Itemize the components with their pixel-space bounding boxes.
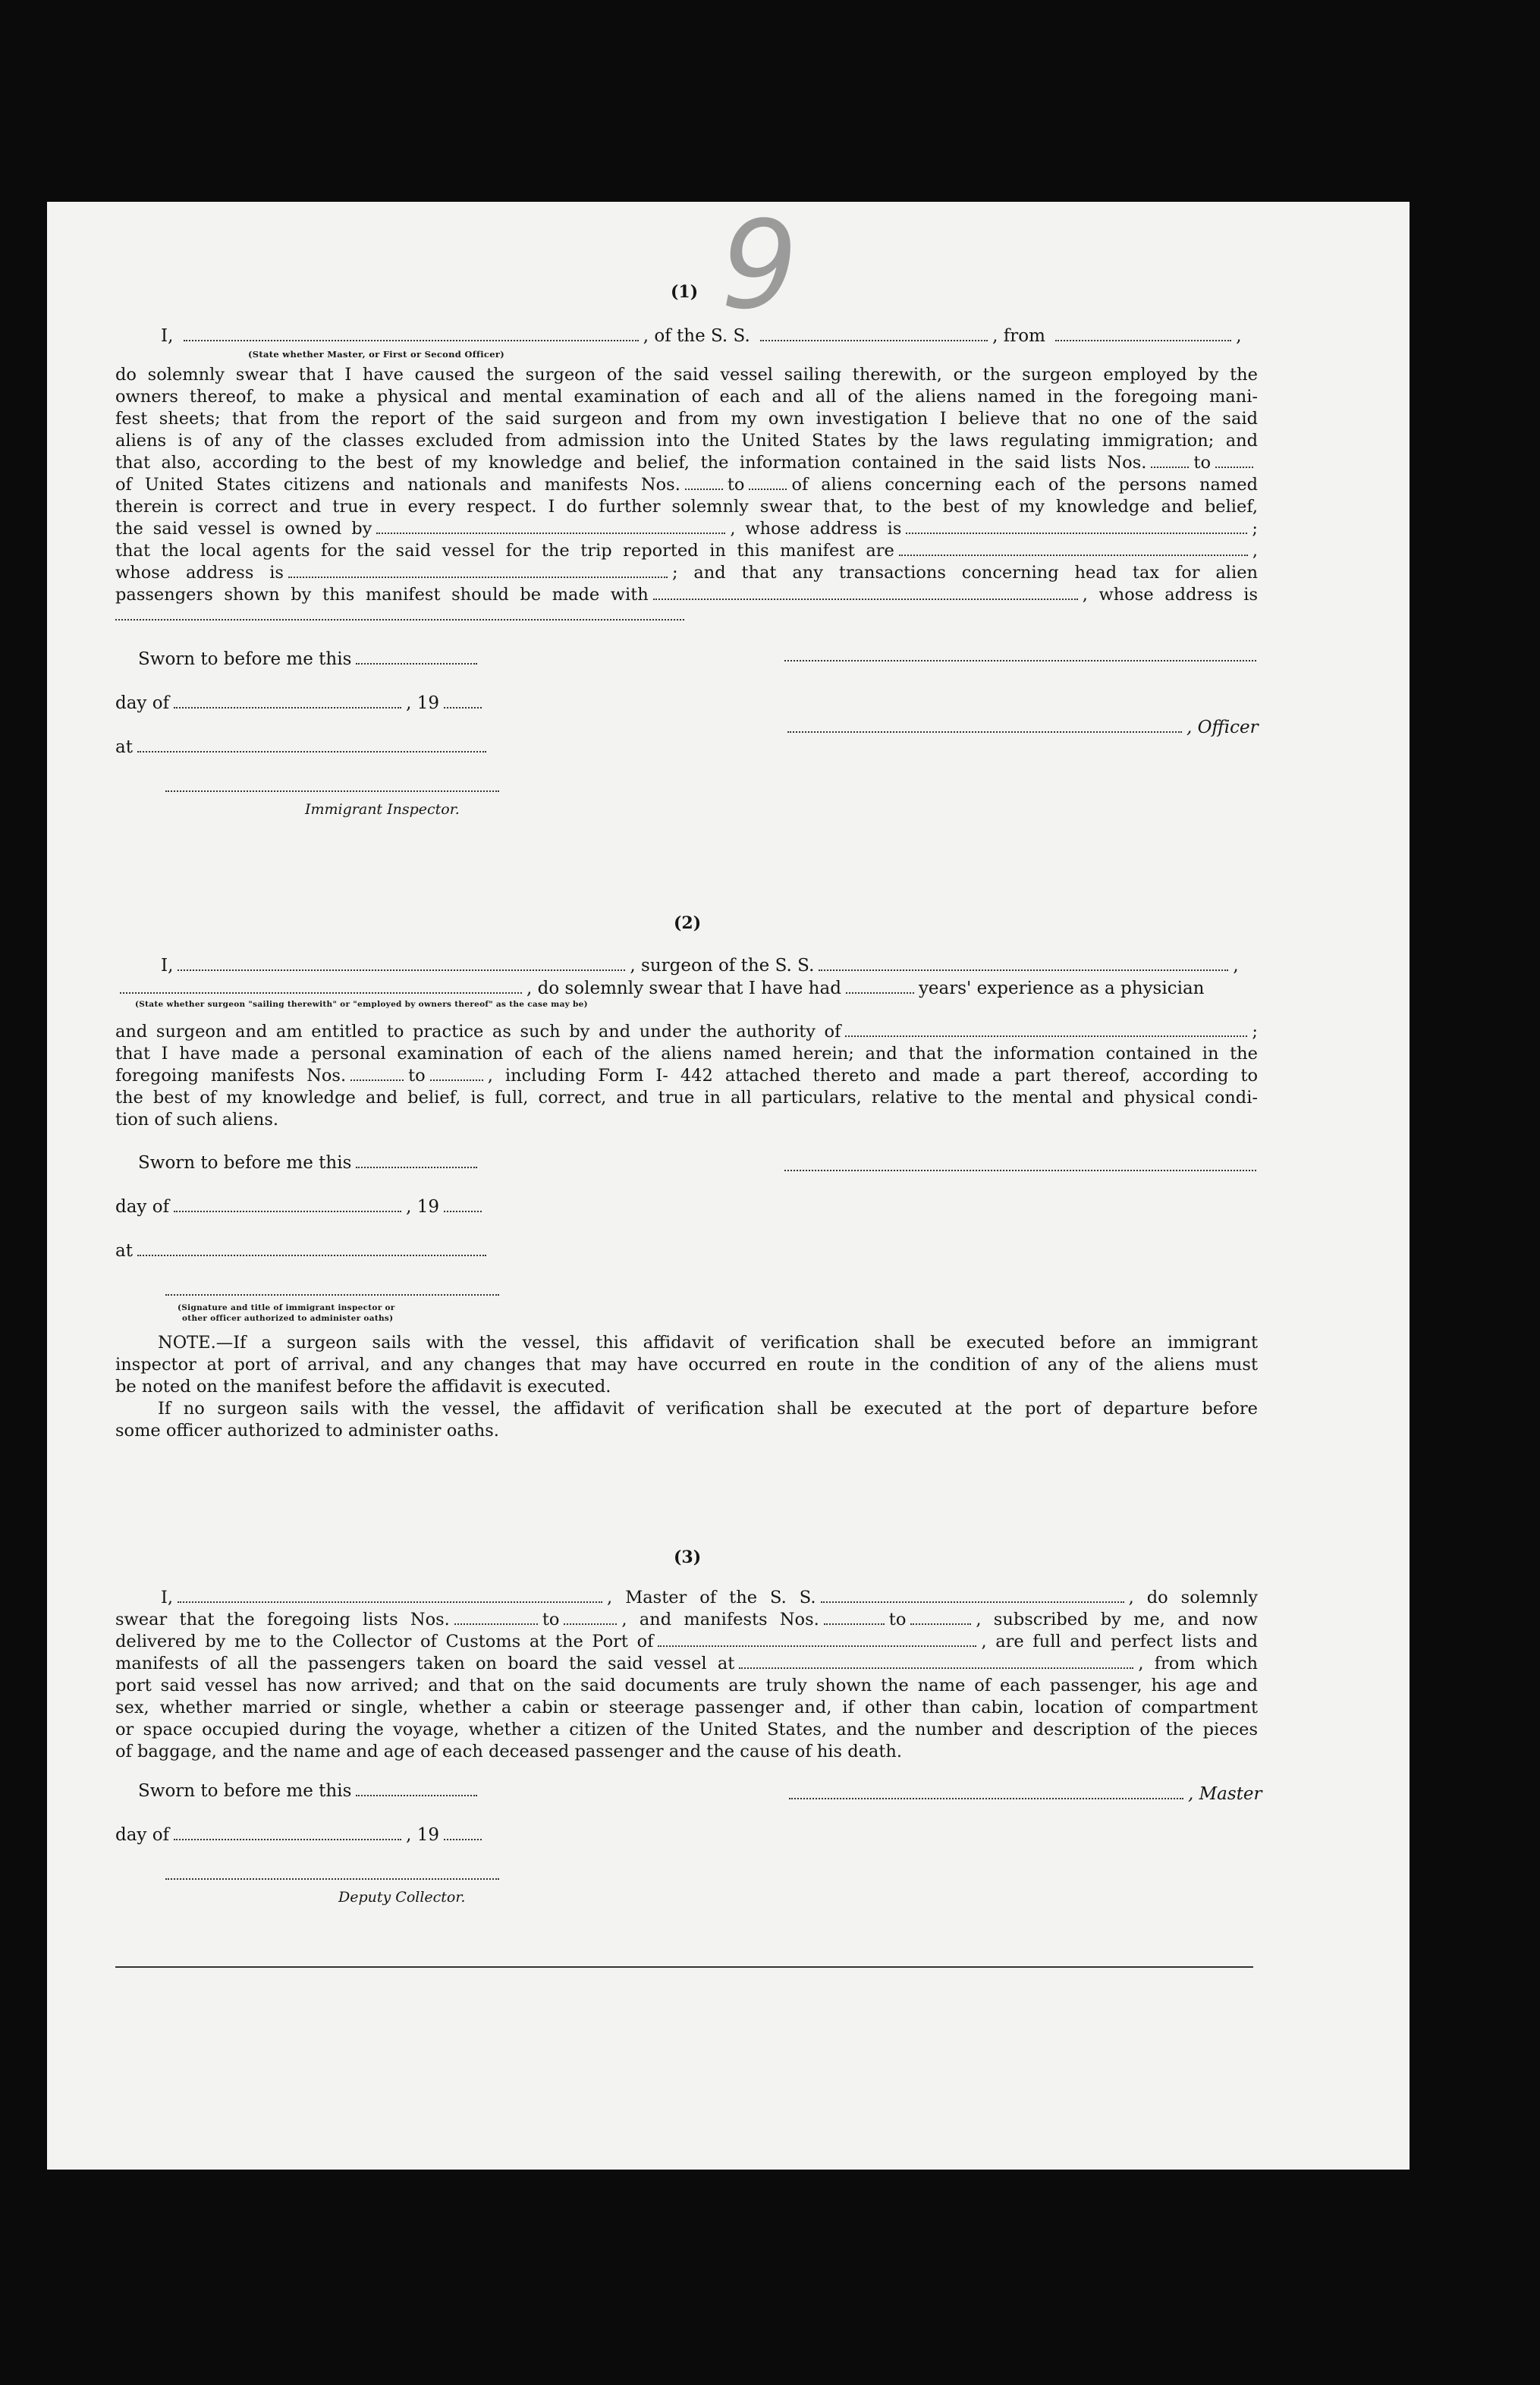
body-line: and surgeon and am entitled to practice as such by and under the authority of ; bbox=[115, 1022, 1258, 1042]
section-3-body bbox=[115, 1587, 1258, 1763]
section-2-line-2: , do solemnly swear that I have had years' experience as a physician bbox=[115, 979, 1204, 998]
vessel-name-blank-2[interactable] bbox=[819, 965, 1228, 971]
year-blank-3[interactable] bbox=[444, 1834, 482, 1840]
master-signature: , Master bbox=[784, 1784, 1262, 1804]
body-line: tion of such aliens. bbox=[115, 1110, 279, 1130]
vessel-name-blank[interactable] bbox=[760, 335, 988, 341]
signature-note-2: other officer authorized to administer oaths) bbox=[182, 1314, 394, 1323]
section-2-body bbox=[115, 1021, 1258, 1131]
lists-no-to-3[interactable] bbox=[564, 1619, 617, 1625]
manifest-no-to[interactable] bbox=[749, 484, 787, 490]
body-line: fest sheets; that from the report of the said surgeon and from my own investigation I believe that no one of the said bbox=[115, 409, 1258, 429]
section-1-line-1: I, , of the S. S. , from , bbox=[161, 326, 1242, 346]
year-blank[interactable] bbox=[444, 702, 482, 709]
day-of-label-2: day of , 19 bbox=[115, 1197, 486, 1217]
note-line: some officer authorized to administer oaths. bbox=[115, 1421, 499, 1441]
officer-rank-blank[interactable] bbox=[184, 335, 639, 341]
list-no-from[interactable] bbox=[1151, 462, 1189, 468]
manifest-no-to-2[interactable] bbox=[430, 1075, 483, 1081]
inspector-signature-line-2[interactable] bbox=[165, 1294, 499, 1296]
body-line: of United States citizens and nationals and manifests Nos. to of aliens concerning each of the persons named bbox=[115, 475, 1258, 495]
lists-no-from-3[interactable] bbox=[454, 1619, 538, 1625]
day-of-label-1: day of , 19 bbox=[115, 693, 486, 713]
vessel-name-blank-3[interactable] bbox=[821, 1597, 1124, 1603]
boarding-port-blank[interactable] bbox=[739, 1663, 1133, 1669]
day-month-blank[interactable] bbox=[174, 702, 401, 709]
section-1-rank-note: (State whether Master, or First or Second Officer) bbox=[248, 349, 504, 360]
collector-title: Deputy Collector. bbox=[338, 1889, 466, 1906]
agents-address-blank[interactable] bbox=[288, 572, 668, 578]
officer-signature-blank[interactable] bbox=[787, 727, 1182, 733]
master-signature-blank[interactable] bbox=[789, 1793, 1183, 1799]
master-name-blank[interactable] bbox=[178, 1597, 602, 1603]
body-line: that the local agents for the said vessel for the trip reported in this manifest are , bbox=[115, 541, 1258, 561]
at-place-blank[interactable] bbox=[137, 746, 486, 753]
body-line: do solemnly swear that I have caused the surgeon of the said vessel sailing therewith, or the surgeon employed by the bbox=[115, 365, 1258, 385]
body-line: delivered by me to the Collector of Customs at the Port of , are full and perfect lists and bbox=[115, 1632, 1259, 1651]
bottom-rule bbox=[115, 1966, 1253, 1968]
from-port-blank[interactable] bbox=[1055, 335, 1231, 341]
form-page bbox=[47, 194, 1410, 2170]
body-line: of baggage, and the name and age of each deceased passenger and the cause of his death. bbox=[115, 1742, 903, 1761]
sworn-label-1: Sworn to before me this bbox=[138, 649, 482, 669]
section-2-line-1: I, , surgeon of the S. S. , bbox=[161, 956, 1239, 976]
surgeon-signature-line[interactable] bbox=[784, 1170, 1256, 1171]
handwritten-mark: 9 bbox=[721, 194, 798, 336]
surgeon-name-blank[interactable] bbox=[178, 965, 625, 971]
body-line: whose address is ; and that any transactions concerning head tax for alien bbox=[115, 563, 1258, 583]
collector-signature-line[interactable] bbox=[165, 1878, 499, 1880]
owner-blank[interactable] bbox=[376, 528, 725, 534]
list-no-to[interactable] bbox=[1215, 462, 1253, 468]
body-line: port said vessel has now arrived; and that on the said documents are truly shown the name of each passenger, his age and bbox=[115, 1676, 1258, 1695]
inspector-title: Immigrant Inspector. bbox=[305, 801, 460, 818]
section-1-body bbox=[115, 364, 1258, 606]
body-line: aliens is of any of the classes excluded from admission into the United States by the laws regulating immigration; and bbox=[115, 431, 1258, 451]
agents-blank[interactable] bbox=[899, 550, 1248, 556]
day-month-blank-2[interactable] bbox=[174, 1206, 401, 1212]
sworn-day-blank-3[interactable] bbox=[356, 1790, 477, 1796]
at-label-1: at bbox=[115, 737, 491, 757]
note-line: inspector at port of arrival, and any changes that may have occurred en route in the condition of any of the aliens must bbox=[115, 1355, 1258, 1375]
note-line: NOTE.—If a surgeon sails with the vessel, this affidavit of verification shall be executed before an immigrant bbox=[158, 1333, 1258, 1353]
at-label-2: at bbox=[115, 1241, 491, 1261]
body-line: owners thereof, to make a physical and mental examination of each and all of the aliens named in the foregoing mani- bbox=[115, 387, 1258, 407]
body-line: I, , Master of the S. S. , do solemnly bbox=[161, 1588, 1258, 1607]
body-line: that I have made a personal examination of each of the aliens named herein; and that the information contained in the bbox=[115, 1044, 1258, 1064]
at-place-blank-2[interactable] bbox=[137, 1250, 486, 1256]
body-line: the best of my knowledge and belief, is full, correct, and true in all particulars, relative to the mental and physical condi- bbox=[115, 1088, 1258, 1108]
section-2-surgeon-note: (State whether surgeon "sailing therewith" or "employed by owners thereof" as the case may be) bbox=[135, 1000, 588, 1009]
section-1-number: (1) bbox=[671, 282, 699, 302]
owner-address-blank[interactable] bbox=[906, 528, 1247, 534]
section-3-number: (3) bbox=[674, 1548, 702, 1567]
body-line: or space occupied during the voyage, whether a citizen of the United States, and the number and description of the pieces bbox=[115, 1720, 1258, 1739]
note-line: be noted on the manifest before the affidavit is executed. bbox=[115, 1377, 611, 1397]
note-line: If no surgeon sails with the vessel, the affidavit of verification shall be executed at the port of departure before bbox=[158, 1399, 1258, 1419]
day-of-label-3: day of , 19 bbox=[115, 1825, 486, 1845]
surgeon-type-blank[interactable] bbox=[120, 988, 522, 994]
signature-note-1: (Signature and title of immigrant inspector or bbox=[178, 1303, 395, 1312]
body-line: foregoing manifests Nos. to , including Form I- 442 attached thereto and made a part thereof, according to bbox=[115, 1066, 1259, 1086]
sworn-day-blank[interactable] bbox=[356, 658, 477, 665]
authority-blank[interactable] bbox=[845, 1031, 1247, 1037]
body-line: therein is correct and true in every respect. I do further solemnly swear that, to the best of my knowledge and belief, bbox=[115, 497, 1258, 517]
section-2-note bbox=[115, 1332, 1258, 1442]
body-line: that also, according to the best of my knowledge and belief, the information contained in the said lists Nos. to bbox=[115, 452, 1258, 474]
section-2-number: (2) bbox=[674, 913, 702, 933]
manifest-no-from-2[interactable] bbox=[350, 1075, 404, 1081]
officer-signature: , Officer bbox=[783, 718, 1259, 737]
year-blank-2[interactable] bbox=[444, 1206, 482, 1212]
sworn-label-3: Sworn to before me this bbox=[138, 1781, 482, 1801]
body-line: manifests of all the passengers taken on board the said vessel at , from which bbox=[115, 1654, 1258, 1673]
port-blank[interactable] bbox=[658, 1641, 976, 1647]
address-line[interactable] bbox=[115, 619, 684, 621]
manifests-no-to-3[interactable] bbox=[910, 1619, 971, 1625]
head-tax-blank[interactable] bbox=[653, 594, 1078, 600]
years-blank[interactable] bbox=[846, 988, 914, 994]
sworn-label-2: Sworn to before me this bbox=[138, 1153, 482, 1173]
day-month-blank-3[interactable] bbox=[174, 1834, 401, 1840]
body-line: swear that the foregoing lists Nos. to , and manifests Nos. to , subscribed by me, and now bbox=[115, 1610, 1258, 1629]
sworn-day-blank-2[interactable] bbox=[356, 1162, 477, 1168]
officer-date-line[interactable] bbox=[784, 660, 1256, 661]
body-line: passengers shown by this manifest should be made with , whose address is bbox=[115, 585, 1258, 605]
inspector-signature-line[interactable] bbox=[165, 790, 499, 792]
body-line: the said vessel is owned by , whose address is ; bbox=[115, 519, 1259, 539]
manifests-no-from-3[interactable] bbox=[824, 1619, 885, 1625]
body-line: sex, whether married or single, whether a cabin or steerage passenger and, if other than cabin, location of compartment bbox=[115, 1698, 1258, 1717]
manifest-no-from[interactable] bbox=[685, 484, 723, 490]
